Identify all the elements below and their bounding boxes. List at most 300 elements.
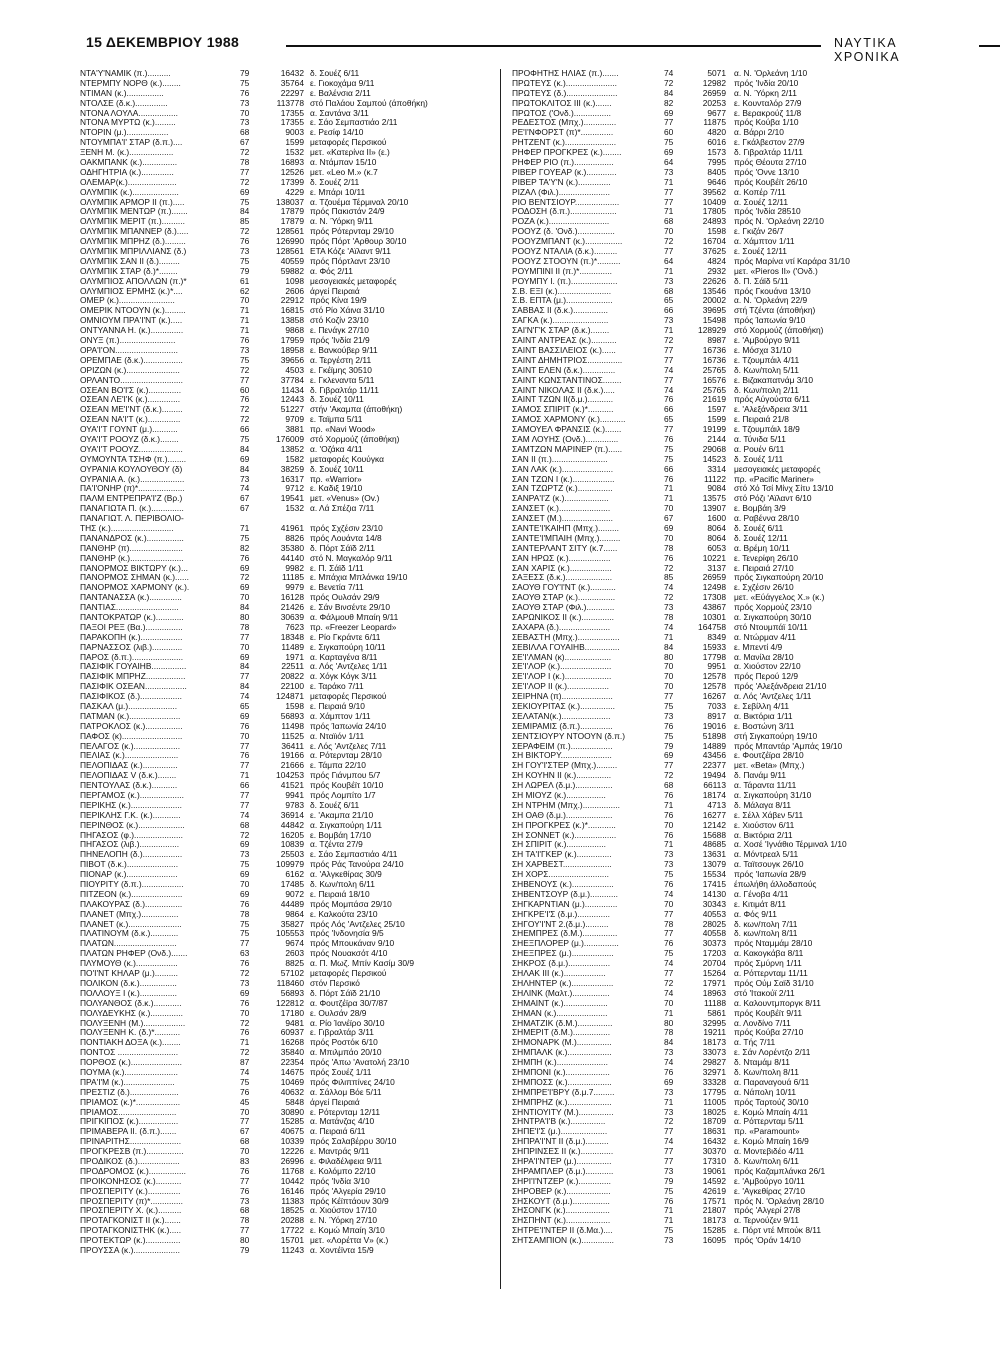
ship-loc: α. Τερνούζεν 9/11 xyxy=(734,1216,800,1226)
ship-tons: 36411 xyxy=(281,741,304,751)
ship-row xyxy=(512,761,912,771)
ship-row xyxy=(80,613,496,623)
ship-row xyxy=(80,573,496,583)
ship-loc: μεσογειακές μεταφορές xyxy=(734,464,821,474)
ship-row xyxy=(80,554,496,564)
ship-name: ΣΕ'Ι'ΛΟΡ ΙΙ (κ.).................. xyxy=(512,682,609,692)
ship-name: ΠΑΡΟΣ (δ.π.)...................... xyxy=(80,652,184,662)
ship-tons: 4824 xyxy=(707,256,726,266)
ship-year: 71 xyxy=(240,771,250,781)
ship-year: 74 xyxy=(664,1137,674,1147)
ship-row xyxy=(80,1167,496,1177)
ship-row xyxy=(512,742,912,752)
ship-tons: 8064 xyxy=(707,523,726,533)
ship-year: 77 xyxy=(664,247,674,257)
ship-tons: 9072 xyxy=(285,889,304,899)
ship-row xyxy=(512,99,912,109)
ship-loc: α. Ρότερνταμ 28/10 xyxy=(310,751,382,761)
ship-name: ΣΗΜΠΟΣΣ (κ.)................... xyxy=(512,1077,612,1087)
ship-year: 74 xyxy=(240,484,250,494)
ship-loc: ε. 'Ακαμπα 21/10 xyxy=(310,810,374,820)
ship-row xyxy=(80,860,496,870)
ship-loc: πρός Πόρτλαντ 23/10 xyxy=(310,256,390,266)
ship-tons: 9979 xyxy=(285,583,304,593)
ship-loc: πρ. «Freezer Leopard» xyxy=(310,622,397,632)
ship-year: 62 xyxy=(240,286,250,296)
ship-name: ΣΕΜΙΡΑΜΙΣ (δ.π.).............. xyxy=(512,721,613,731)
ship-row xyxy=(80,79,496,89)
ship-year: 72 xyxy=(240,148,250,158)
ship-name: ΠΑΡΑΚΟΠΗ (κ.).................. xyxy=(80,632,183,642)
ship-row xyxy=(512,435,912,445)
ship-year: 70 xyxy=(240,108,250,118)
ship-row xyxy=(512,1177,912,1187)
ship-name: ΡΙΖΑΛ (Φιλ.)...................... xyxy=(512,187,610,197)
ship-row xyxy=(80,1058,496,1068)
ship-name: ΟΛΥΜΠΙΚ ΜΕΝΤΩΡ (π.)....... xyxy=(80,207,188,217)
ship-year: 70 xyxy=(664,662,674,672)
ship-year: 72 xyxy=(240,1018,250,1028)
ship-year: 72 xyxy=(664,563,674,573)
ship-year: 71 xyxy=(664,326,674,336)
ship-loc: α. Κακογκάβα 8/11 xyxy=(734,949,804,959)
ship-row xyxy=(80,356,496,366)
ship-name: ΣΗΜΠΡΗΖ (κ.)................... xyxy=(512,1097,612,1107)
ship-tons: 51227 xyxy=(280,405,304,415)
ship-row xyxy=(512,1088,912,1098)
ship-loc: ε. Μπάχια Μπλάνκα 19/10 xyxy=(310,573,408,583)
ship-tons: 37625 xyxy=(702,247,726,257)
ship-loc: α. Κοπέρ 7/11 xyxy=(734,187,786,197)
ship-tons: 9982 xyxy=(285,563,304,573)
ship-name: Σ.Β. ΕΞΙ (κ.)....................... xyxy=(512,286,612,296)
ship-row xyxy=(80,662,496,672)
ship-loc: α. Ν. Ύόρκη 2/11 xyxy=(734,88,797,98)
ship-tons: 33328 xyxy=(702,1077,726,1087)
ship-name: ΝΤΟΥΜΠΑ'Ι' ΣΤΑΡ (δ.π.).... xyxy=(80,138,183,148)
ship-row xyxy=(80,257,496,267)
ship-year: 75 xyxy=(240,929,250,939)
ship-tons: 1600 xyxy=(707,514,726,524)
ship-loc: ε. Γκλεναντα 5/11 xyxy=(310,375,375,385)
ship-row xyxy=(80,1197,496,1207)
ship-name: ΣΑΙ'Ν'Γ'Κ ΣΤΑΡ (δ.κ.)........ xyxy=(512,326,610,336)
ship-tons: 5071 xyxy=(707,69,726,78)
ship-row xyxy=(512,148,912,158)
ship-row xyxy=(80,910,496,920)
ship-name: ΠΗΝΕΛΟΠΗ (δ.)................. xyxy=(80,850,183,860)
ship-name: ΟΛΕΜΑΡ(κ.)..................... xyxy=(80,177,177,187)
ship-year: 75 xyxy=(664,1226,674,1236)
ship-name: ΠΑΞΟΙ ΡΕΞ (Βα.)................ xyxy=(80,622,183,632)
ship-tons: 1598 xyxy=(285,702,304,711)
ship-row xyxy=(512,217,912,227)
ship-name: ΣΑΜΤΖΩΝ ΜΑΡΙΝΕΡ (π.)...... xyxy=(512,444,623,454)
ship-loc: πρός Γιάνμπου 5/7 xyxy=(310,771,381,781)
ship-tons: 11768 xyxy=(281,1166,304,1176)
ship-loc: ε. Γκιζάν 26/7 xyxy=(734,227,784,237)
ship-year: 70 xyxy=(240,731,250,741)
ship-tons: 17310 xyxy=(702,1156,726,1166)
ship-tons: 19541 xyxy=(280,494,304,504)
ship-year: 76 xyxy=(664,721,674,731)
ship-name: ΝΤΑ'Υ'ΝΑΜΙΚ (π.).......... xyxy=(80,69,171,78)
ship-loc: πρός Λουάντα 14/8 xyxy=(310,533,382,543)
ship-loc: δ. Πόρτ Σάϊδ 21/10 xyxy=(310,988,381,998)
ship-row xyxy=(512,583,912,593)
ship-row xyxy=(512,623,912,633)
ship-loc: α. Μόντρεαλ 5/11 xyxy=(734,850,799,860)
ship-loc: δ. Σουέζ 12/11 xyxy=(734,533,788,543)
ship-tons: 19199 xyxy=(702,425,726,435)
ship-name: ΣΗΝΤΡΑ'Ι'Β (κ.)............... xyxy=(512,1117,606,1127)
ship-tons: 11489 xyxy=(281,642,304,652)
ship-loc: α. Λός 'Αντζελες 1/11 xyxy=(310,662,388,672)
ship-loc: δ. Πόρτ Σάϊδ 2/11 xyxy=(310,543,375,553)
ship-year: 76 xyxy=(664,1067,674,1077)
ship-tons: 35764 xyxy=(280,78,304,88)
ship-loc: δ. κων/πολη 7/11 xyxy=(734,919,798,929)
ship-loc: α. 'Αλγκεθίρας 30/9 xyxy=(310,870,382,880)
ship-row xyxy=(512,702,912,712)
ship-name: ΡΗΤΖΕΝΤ (κ.)...................... xyxy=(512,138,617,148)
ship-row xyxy=(80,1236,496,1246)
ship-name: ΝΤΟΡΙΝ (μ.).................. xyxy=(80,128,169,138)
ship-row xyxy=(80,336,496,346)
ship-loc: ε. Πειραιά 27/10 xyxy=(734,563,794,573)
ship-row xyxy=(80,1009,496,1019)
ship-loc: δ. Σουέζ 10/11 xyxy=(310,464,364,474)
ship-year: 77 xyxy=(240,741,250,751)
ship-loc: πρός Ταρτούζ 30/10 xyxy=(734,1097,809,1107)
ship-tons: 17355 xyxy=(280,118,304,128)
ship-year: 75 xyxy=(664,444,674,454)
ship-name: ΣΗΡΑ'Ι'ΝΤΕΡ (μ.)............... xyxy=(512,1156,612,1166)
ship-tons: 17971 xyxy=(702,978,726,988)
ship-loc: άργεί Πειραιά xyxy=(310,286,360,296)
ship-name: ΣΗΣΠΗΝΤ (κ.)................... xyxy=(512,1216,611,1226)
ship-tons: 17879 xyxy=(280,217,304,227)
ship-tons: 138037 xyxy=(276,197,304,207)
ship-tons: 16432 xyxy=(280,69,304,78)
ship-name: ΣΗ ΠΡΟΓΚΡΕΣ (κ.)*............ xyxy=(512,820,616,830)
ship-name: ΣΑΡΩΝΙΚΟΣ ΙΙ (κ.).............. xyxy=(512,612,614,622)
ship-year: 74 xyxy=(664,385,674,395)
ship-year: 70 xyxy=(240,880,250,890)
ship-name: ΣΗ ΜΙΟΥΖ (κ.)................. xyxy=(512,791,606,801)
ship-tons: 9941 xyxy=(285,791,304,801)
ship-year: 73 xyxy=(664,711,674,721)
ship-row xyxy=(80,653,496,663)
ship-loc: ε. Σάν Βινσέντε 29/10 xyxy=(310,603,390,613)
ship-loc: ε. Φουτζέϊρα 28/10 xyxy=(734,751,804,761)
ship-loc: πρός 'Ινδία 3/10 xyxy=(310,1176,370,1186)
ship-tons: 2932 xyxy=(707,266,726,276)
ship-tons: 4820 xyxy=(707,128,726,138)
ship-name: ΟΣΕΑΝ ΜΕ'Ι'ΝΤ (δ.κ.)......... xyxy=(80,405,183,415)
ship-tons: 21619 xyxy=(702,395,726,405)
ship-loc: ε. Κομώ Μπαίη 3/10 xyxy=(310,1226,385,1236)
ship-year: 73 xyxy=(240,978,250,988)
ship-name: ΣΗΝΤΙΟΥΙΤΥ (Μ.)............... xyxy=(512,1107,614,1117)
ship-row xyxy=(80,771,496,781)
ship-loc: ε. Ρεσίφ 14/10 xyxy=(310,128,364,138)
ship-year: 77 xyxy=(664,375,674,385)
ship-tons: 8825 xyxy=(285,959,304,969)
ship-loc: ε. Τζουμπάιλ 4/11 xyxy=(734,355,800,365)
ship-loc: πρός Περού 12/9 xyxy=(734,672,798,682)
ship-year: 75 xyxy=(664,702,674,711)
ship-loc: α. Π. Μωζ. Μπίν Κασίμ 30/9 xyxy=(310,959,414,969)
ship-tons: 15285 xyxy=(280,1117,304,1127)
ship-tons: 29068 xyxy=(702,444,726,454)
ship-name: ΣΗΓΚΡΕ'Ι'Σ (δ.μ.).............. xyxy=(512,909,610,919)
ship-tons: 13575 xyxy=(702,494,726,504)
ship-row xyxy=(80,870,496,880)
ship-year: 77 xyxy=(664,1156,674,1166)
ship-loc: στόν Περσικό xyxy=(310,978,360,988)
ship-tons: 18174 xyxy=(702,791,726,801)
ship-loc: ε. Γκέϊμης 30510 xyxy=(310,365,372,375)
ship-loc: πρός Σαλαβέρρυ 30/10 xyxy=(310,1137,397,1147)
ship-row xyxy=(512,989,912,999)
ship-year: 76 xyxy=(664,791,674,801)
ship-year: 72 xyxy=(664,1117,674,1127)
ship-tons: 36914 xyxy=(280,810,304,820)
ship-row xyxy=(512,653,912,663)
ship-tons: 15534 xyxy=(702,870,726,880)
ship-loc: α. Ντάμπαν 15/10 xyxy=(310,158,377,168)
ship-row xyxy=(512,1009,912,1019)
ship-year: 73 xyxy=(664,1107,674,1117)
ship-loc: α. Βικτόρια 2/11 xyxy=(734,830,793,840)
ship-loc: α. Μοντεβιδέο 4/11 xyxy=(734,1147,805,1157)
publication-title: ΝΑΥΤΙΚΑ ΧΡΟΝΙΚΑ xyxy=(834,36,901,64)
ship-name: ΡΕ'Ι'ΝΦΟΡΣΤ (π)*.............. xyxy=(512,128,614,138)
ship-tons: 9481 xyxy=(285,1018,304,1028)
ship-year: 71 xyxy=(664,1206,674,1216)
ship-tons: 113778 xyxy=(276,98,304,108)
ship-name: ΠΡΙΜΑΒΕΡΑ ΙΙ. (δ.π.)....... xyxy=(80,1127,177,1137)
ship-tons: 6162 xyxy=(285,870,304,880)
ship-year: 73 xyxy=(664,276,674,286)
ship-year: 73 xyxy=(664,1236,674,1246)
ship-year: 67 xyxy=(240,504,250,514)
ship-row xyxy=(512,257,912,267)
ship-tons: 11005 xyxy=(703,1097,726,1107)
ship-loc: ε. Μπεντί 4/9 xyxy=(734,642,783,652)
ship-row xyxy=(80,287,496,297)
ship-year: 79 xyxy=(240,1245,250,1255)
ship-name: ΣΗ ΓΟΥ'Ι'ΣΤΕΡ (Μπχ.)......... xyxy=(512,761,618,771)
ship-year: 78 xyxy=(240,158,250,168)
ship-loc: ε. Καλκούτα 23/10 xyxy=(310,909,378,919)
ship-name: ΣΑΟΥΘ ΣΤΑΡ (κ.)................ xyxy=(512,593,616,603)
ship-tons: 25765 xyxy=(702,385,726,395)
ship-name: ΣΗΜΟΝΑΡΚ (Μ.)............... xyxy=(512,1038,612,1048)
ship-row xyxy=(512,1058,912,1068)
ship-row xyxy=(512,415,912,425)
ship-name: ΟΥΑ'Ι'Τ ΓΟΥΝΤ (μ.)........... xyxy=(80,425,178,435)
ship-year: 73 xyxy=(240,474,250,484)
ship-row xyxy=(512,484,912,494)
ship-year: 84 xyxy=(240,662,250,672)
ship-name: ΣΗ ΒΙΚΤΟΡΥ...................... xyxy=(512,751,612,761)
ship-year: 70 xyxy=(664,682,674,692)
ship-tons: 7623 xyxy=(285,622,304,632)
ship-tons: 16576 xyxy=(702,375,726,385)
ship-year: 73 xyxy=(664,1087,674,1097)
ship-loc: ε. Βανκούβερ 9/11 xyxy=(310,345,378,355)
ship-year: 69 xyxy=(664,108,674,118)
ship-loc: ε. Γκάλβεστον 27/9 xyxy=(734,138,805,148)
ship-name: ΟΜΝΙΟΥΜ ΠΡΑ'Ι'ΝΤ (κ.)..... xyxy=(80,316,183,326)
ship-row xyxy=(80,732,496,742)
ship-year: 70 xyxy=(664,227,674,237)
ship-row xyxy=(80,366,496,376)
ship-row xyxy=(512,811,912,821)
ship-tons: 8987 xyxy=(707,336,726,346)
ship-name: ΣΑΝΤΕ'Ι'ΜΠΑΙΗ (Μπχ.)......... xyxy=(512,533,621,543)
ship-year: 78 xyxy=(664,543,674,553)
ship-name: ΟΣΕΑΝ ΛΕ'Ι'Κ (κ.).............. xyxy=(80,395,181,405)
ship-name: ΟΥΜΟΥΝΤΑ ΤΣΗΦ (π.)........ xyxy=(80,454,187,464)
ship-loc: ε. Ταράκο 7/11 xyxy=(310,682,364,692)
ship-loc: ε. Κιτιμάτ 8/11 xyxy=(734,899,786,909)
ship-row xyxy=(512,692,912,702)
ship-year: 77 xyxy=(240,167,250,177)
ship-name: ΡΗΦΕΡ ΠΡΟΓΚΡΕΣ (κ.)........ xyxy=(512,148,622,158)
ship-year: 75 xyxy=(664,870,674,880)
ship-name: ΠΡΕΣΤΙΖ (δ.)..................... xyxy=(80,1087,179,1097)
ship-tons: 44489 xyxy=(280,899,304,909)
ship-name: ΠΡΑ'Ι'Μ (κ.)...................... xyxy=(80,1077,175,1087)
ship-tons: 1597 xyxy=(707,405,726,415)
ship-tons: 4503 xyxy=(285,365,304,375)
ship-loc: στό Ρίο Χάινα 31/10 xyxy=(310,306,385,316)
ship-row xyxy=(80,277,496,287)
ship-row xyxy=(512,405,912,415)
ship-tons: 15498 xyxy=(702,316,726,326)
ship-year: 78 xyxy=(664,612,674,622)
ship-row xyxy=(80,326,496,336)
ship-tons: 10301 xyxy=(702,612,726,622)
ship-year: 71 xyxy=(664,494,674,504)
ship-name: ΠΕΛΙΑΣ (κ.)....................... xyxy=(80,751,179,761)
ship-year: 76 xyxy=(240,336,250,346)
ship-year: 69 xyxy=(664,148,674,158)
ship-loc: πρός Λομπίτο 1/7 xyxy=(310,791,376,801)
ship-row xyxy=(80,1147,496,1157)
ship-year: 72 xyxy=(664,978,674,988)
ship-loc: ε. 'Αλεξάνδρεια 3/11 xyxy=(734,405,808,415)
ship-row xyxy=(512,949,912,959)
ship-tons: 1098 xyxy=(285,276,304,286)
ship-name: ΣΕΙΡΗΝΑ (π)...................... xyxy=(512,692,613,702)
ship-name: ΠΡΟΦΗΤΗΣ ΗΛΙΑΣ (π.)....... xyxy=(512,69,619,78)
ship-name: ΡΟΟΥΖΜΠΑΝΤ (κ.)................ xyxy=(512,237,623,247)
ship-year: 74 xyxy=(664,622,674,632)
ship-name: ΠΑΣΙΦΙΚΟΣ (δ.).................. xyxy=(80,692,182,702)
ship-name: ΠΛΑΤΩΝ ΡΗΦΕΡ (Ονδ.)....... xyxy=(80,949,188,959)
ship-loc: ε. Βενετία 7/11 xyxy=(310,583,364,593)
ship-tons: 30343 xyxy=(702,899,726,909)
ship-loc: α. 'Οζάκα 4/11 xyxy=(310,444,363,454)
ship-loc: α. Χιούστον 22/10 xyxy=(734,662,801,672)
ship-tons: 35840 xyxy=(280,1048,304,1058)
ship-name: ΣΑΒΒΑΣ ΙΙ (δ.κ.)............... xyxy=(512,306,608,316)
ship-loc: μεταφορές Κουύγκα xyxy=(310,454,384,464)
ship-loc: α. Βικτόρια 1/11 xyxy=(734,711,793,721)
ship-tons: 7995 xyxy=(707,158,726,168)
ship-year: 75 xyxy=(664,138,674,148)
ship-year: 75 xyxy=(240,860,250,870)
ship-name: ΠΕΛΟΠΙΔΑΣ V (δ.κ.)........ xyxy=(80,771,177,781)
ship-tons: 18963 xyxy=(702,988,726,998)
ship-tons: 51898 xyxy=(702,731,726,741)
ship-row xyxy=(80,840,496,850)
ship-loc: μεσογειακές μεταφορές xyxy=(310,276,397,286)
ship-row xyxy=(512,672,912,682)
ship-name: ΡΟΔΟΣΗ (δ.π.).................... xyxy=(512,207,617,217)
ship-tons: 11434 xyxy=(281,385,304,395)
ship-tons: 128561 xyxy=(276,227,304,237)
ship-row xyxy=(512,514,912,524)
ship-row xyxy=(512,544,912,554)
ship-row xyxy=(512,1028,912,1038)
ship-year: 74 xyxy=(240,810,250,820)
ship-name: ΟΜΕΡΙΚ ΝΤΟΟΥΝ (κ.)......... xyxy=(80,306,186,316)
ship-year: 73 xyxy=(240,345,250,355)
ship-tons: 19211 xyxy=(703,1028,726,1038)
ship-tons: 14523 xyxy=(702,454,726,464)
ship-row xyxy=(80,633,496,643)
ship-tons: 2144 xyxy=(707,434,726,444)
ship-name: ΠΟ'Ι'ΝΤ ΚΗΛΑΡ (μ.).......... xyxy=(80,969,179,979)
ship-year: 77 xyxy=(240,672,250,682)
ship-tons: 12226 xyxy=(280,1147,304,1157)
ship-year: 69 xyxy=(240,652,250,662)
ship-tons: 16704 xyxy=(702,237,726,247)
ship-tons: 11243 xyxy=(281,1245,304,1255)
ship-year: 68 xyxy=(240,128,250,138)
ship-year: 78 xyxy=(240,622,250,632)
ship-row xyxy=(512,1019,912,1029)
ship-loc: ε. Μπάρι 10/11 xyxy=(310,187,366,197)
ship-row xyxy=(80,346,496,356)
ship-row xyxy=(512,910,912,920)
ship-row xyxy=(512,1147,912,1157)
ship-tons: 17795 xyxy=(702,1087,726,1097)
ship-name: ΣΑΙΝΤ ΕΛΕΝ (δ.κ.).............. xyxy=(512,365,616,375)
ship-name: ΟΔΗΓΗΤΡΙΑ (κ.).............. xyxy=(80,167,174,177)
ship-name: ΣΗΜΠΟΝΙ (κ.)................... xyxy=(512,1067,610,1077)
ship-tons: 126990 xyxy=(276,237,304,247)
ship-year: 70 xyxy=(664,899,674,909)
ship-year: 72 xyxy=(240,830,250,840)
ship-year: 71 xyxy=(240,316,250,326)
ship-year: 60 xyxy=(664,128,674,138)
ship-name: ΣΗΒΕΝΟΥΣ (κ.).................. xyxy=(512,880,614,890)
ship-loc: άργεί Πειραιά xyxy=(310,1097,360,1107)
ship-loc: πρός Κουβέϊτ 10/10 xyxy=(310,781,384,791)
ship-tons: 20704 xyxy=(702,959,726,969)
ship-tons: 4713 xyxy=(707,800,726,810)
ship-year: 76 xyxy=(240,998,250,1008)
ship-loc: α. Ν. Ύόρκη 9/11 xyxy=(310,217,373,227)
ship-year: 84 xyxy=(664,88,674,98)
ship-row xyxy=(80,544,496,554)
